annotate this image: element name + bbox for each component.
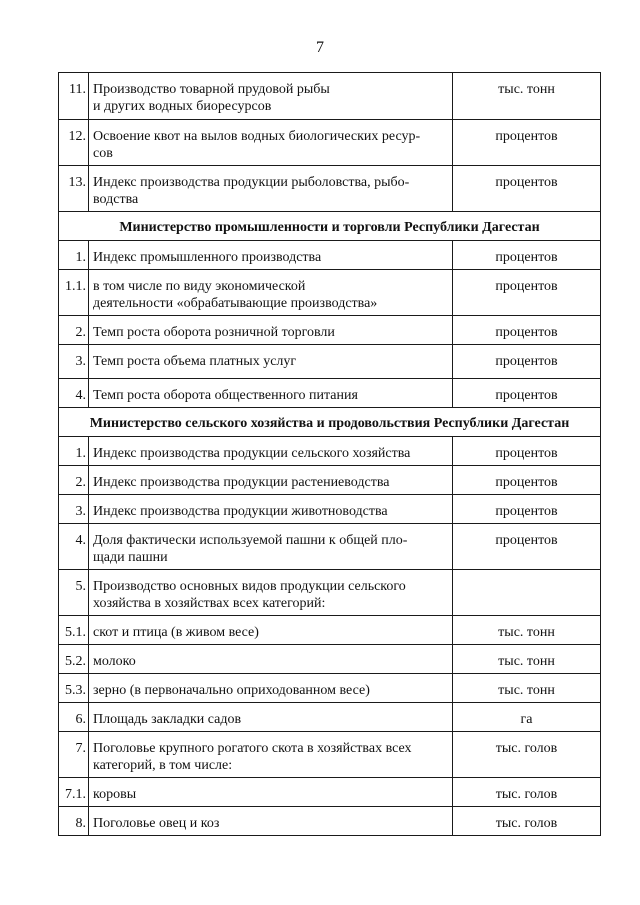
- indicator-name-line: Темп роста оборота общественного питания: [93, 388, 358, 403]
- section-title: Министерство сельского хозяйства и продовольствия Республики Дагестан: [59, 408, 601, 437]
- unit-of-measure: процентов: [453, 345, 601, 379]
- table-row: [59, 316, 601, 345]
- table-row: [59, 645, 601, 674]
- section-header-row: [59, 212, 601, 241]
- table-row: [59, 120, 601, 166]
- indicator-name-line: Площадь закладки садов: [93, 712, 242, 727]
- indicator-name-line: категорий, в том числе:: [93, 758, 233, 773]
- indicator-name-line: Доля фактически используемой пашни к общей пло-: [93, 533, 408, 548]
- row-number: 11.: [59, 73, 89, 120]
- indicator-name: [89, 570, 453, 616]
- indicator-name: [89, 495, 453, 524]
- row-number: 13.: [59, 166, 89, 212]
- indicator-name-line: Темп роста объема платных услуг: [93, 354, 297, 369]
- row-number: 5.2.: [59, 645, 89, 674]
- section-header-row: [59, 408, 601, 437]
- unit-of-measure: тыс. тонн: [453, 73, 601, 120]
- unit-of-measure: процентов: [453, 316, 601, 345]
- row-number: 3.: [59, 495, 89, 524]
- indicator-name: [89, 166, 453, 212]
- unit-of-measure: процентов: [453, 379, 601, 408]
- table-row: [59, 466, 601, 495]
- section-title: Министерство промышленности и торговли Республики Дагестан: [59, 212, 601, 241]
- table-row: [59, 73, 601, 120]
- table-row: [59, 495, 601, 524]
- unit-of-measure: тыс. тонн: [453, 645, 601, 674]
- indicator-name-line: молоко: [93, 654, 136, 669]
- indicator-name: [89, 732, 453, 778]
- row-number: 6.: [59, 703, 89, 732]
- unit-of-measure: процентов: [453, 241, 601, 270]
- indicator-name: [89, 379, 453, 408]
- unit-of-measure: тыс. голов: [453, 778, 601, 807]
- indicator-name-line: Индекс производства продукции животноводства: [93, 504, 388, 519]
- indicator-name-line: Поголовье крупного рогатого скота в хозяйствах всех: [93, 741, 412, 756]
- table-row: [59, 524, 601, 570]
- row-number: 2.: [59, 316, 89, 345]
- indicator-name-line: Освоение квот на вылов водных биологических ресур-: [93, 129, 421, 144]
- indicator-name: [89, 674, 453, 703]
- unit-of-measure: тыс. тонн: [453, 674, 601, 703]
- indicator-name-line: скот и птица (в живом весе): [93, 625, 259, 640]
- row-number: 5.1.: [59, 616, 89, 645]
- indicator-name: [89, 616, 453, 645]
- unit-of-measure: тыс. голов: [453, 807, 601, 836]
- indicator-name: [89, 270, 453, 316]
- indicator-name: [89, 120, 453, 166]
- row-number: 4.: [59, 524, 89, 570]
- table-row: [59, 674, 601, 703]
- indicator-name: [89, 645, 453, 674]
- row-number: 1.: [59, 241, 89, 270]
- indicator-name-line: Индекс производства продукции рыболовства, рыбо-: [93, 175, 410, 190]
- table-row: [59, 345, 601, 379]
- row-number: 1.1.: [59, 270, 89, 316]
- table-row: [59, 379, 601, 408]
- row-number: 2.: [59, 466, 89, 495]
- unit-of-measure: процентов: [453, 437, 601, 466]
- indicator-name-line: и других водных биоресурсов: [93, 99, 272, 114]
- indicator-name: [89, 524, 453, 570]
- indicator-name-line: сов: [93, 146, 113, 161]
- indicator-name-line: Поголовье овец и коз: [93, 816, 220, 831]
- indicator-name-line: коровы: [93, 787, 137, 802]
- indicator-name: [89, 703, 453, 732]
- row-number: 8.: [59, 807, 89, 836]
- unit-of-measure: процентов: [453, 524, 601, 570]
- row-number: 12.: [59, 120, 89, 166]
- row-number: 1.: [59, 437, 89, 466]
- indicators-table: [58, 72, 601, 836]
- table-row: [59, 732, 601, 778]
- table-row: [59, 437, 601, 466]
- indicator-name: [89, 316, 453, 345]
- table-row: [59, 241, 601, 270]
- indicator-name: [89, 73, 453, 120]
- unit-of-measure: га: [453, 703, 601, 732]
- indicator-name: [89, 807, 453, 836]
- indicator-name-line: в том числе по виду экономической: [93, 279, 306, 294]
- table-row: [59, 270, 601, 316]
- unit-of-measure: процентов: [453, 466, 601, 495]
- indicator-name: [89, 778, 453, 807]
- unit-of-measure: процентов: [453, 166, 601, 212]
- table-row: [59, 807, 601, 836]
- indicator-name: [89, 241, 453, 270]
- indicator-name-line: деятельности «обрабатывающие производства»: [93, 296, 378, 311]
- unit-of-measure: тыс. тонн: [453, 616, 601, 645]
- row-number: 5.: [59, 570, 89, 616]
- row-number: 3.: [59, 345, 89, 379]
- page-number: 7: [316, 39, 324, 56]
- indicator-name-line: Производство товарной прудовой рыбы: [93, 82, 330, 97]
- indicator-name-line: хозяйства в хозяйствах всех категорий:: [93, 596, 326, 611]
- indicator-name-line: Индекс производства продукции сельского хозяйства: [93, 446, 411, 461]
- indicator-name-line: зерно (в первоначально оприходованном весе): [93, 683, 370, 698]
- unit-of-measure: процентов: [453, 495, 601, 524]
- indicator-name-line: водства: [93, 192, 139, 207]
- indicator-name-line: Индекс промышленного производства: [93, 250, 322, 265]
- table-body: [59, 73, 601, 836]
- unit-of-measure: процентов: [453, 120, 601, 166]
- table-row: [59, 778, 601, 807]
- unit-of-measure: [453, 570, 601, 616]
- table-row: [59, 166, 601, 212]
- unit-of-measure: процентов: [453, 270, 601, 316]
- row-number: 7.1.: [59, 778, 89, 807]
- indicator-name: [89, 345, 453, 379]
- indicator-name: [89, 437, 453, 466]
- unit-of-measure: тыс. голов: [453, 732, 601, 778]
- indicator-name-line: Темп роста оборота розничной торговли: [93, 325, 335, 340]
- row-number: 5.3.: [59, 674, 89, 703]
- table-row: [59, 570, 601, 616]
- indicator-name-line: Индекс производства продукции растениеводства: [93, 475, 390, 490]
- indicator-name-line: щади пашни: [93, 550, 168, 565]
- indicator-name-line: Производство основных видов продукции сельского: [93, 579, 406, 594]
- indicator-name: [89, 466, 453, 495]
- table-row: [59, 703, 601, 732]
- row-number: 7.: [59, 732, 89, 778]
- row-number: 4.: [59, 379, 89, 408]
- table-row: [59, 616, 601, 645]
